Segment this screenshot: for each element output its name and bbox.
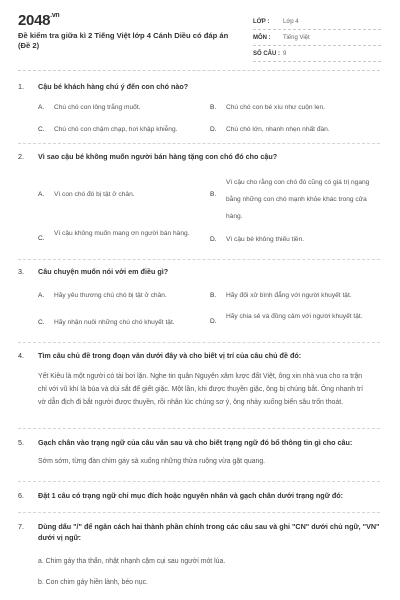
question-3 (18, 266, 380, 277)
meta-label: MÔN : (253, 34, 271, 41)
meta-label: LỚP : (253, 18, 270, 25)
option-text: Vì con chó đó bị tật ở chân. (54, 191, 135, 198)
question-4 (18, 350, 380, 409)
question-items (38, 551, 380, 593)
option-text: Chú chó con chậm chạp, hơi khập khiễng. (54, 126, 178, 133)
question-stem (18, 81, 380, 92)
question-text: Dùng dấu "/" để ngăn cách hai thành phần chính trong các câu sau và ghi "CN" dưới chủ ngữ, "VN" dưới vị ngữ: (38, 522, 380, 542)
option-letter: A. (38, 292, 45, 299)
page-header (18, 12, 380, 64)
meta-value: Tiếng Việt (283, 34, 310, 41)
question-text: Đặt 1 câu có trạng ngữ chỉ mục đích hoặc nguyên nhân và gạch chân dưới trạng ngữ đó: (38, 491, 344, 500)
question-separator (18, 428, 380, 429)
option-text: Vì cậu không muốn mang ơn người bán hàng. (54, 230, 190, 237)
question-passage: Sớm sớm, từng đàn chim gáy sà xuống những thửa ruộng vừa gặt quang. (38, 458, 266, 465)
page-title: Đề kiểm tra giữa kì 2 Tiếng Việt lớp 4 Cánh Diều có đáp án (Đề 2) (18, 31, 229, 50)
option-letter: D. (210, 318, 217, 325)
question-stem (18, 151, 380, 162)
question-number: 6. (18, 491, 24, 500)
meta-value: 9 (283, 50, 287, 57)
question-text: Vì sao cậu bé không muốn người bán hàng tặng con chó đó cho cậu? (38, 152, 278, 161)
question-number: 2. (18, 152, 24, 161)
option-text: Vì cậu cho rằng con chó đó cũng có giá trị ngang bằng những con chó mạnh khỏe khác trong cửa hàng. (226, 179, 370, 220)
option-text: Chú chó lớn, nhanh nhẹn nhất đàn. (226, 126, 330, 133)
question-number: 3. (18, 267, 24, 276)
header-divider (18, 70, 380, 71)
option-text: Vì cậu bé không thiếu tiền. (226, 236, 305, 243)
question-text: Tìm câu chủ đề trong đoạn văn dưới đây và cho biết vị trí của câu chủ đề đó: (38, 351, 302, 360)
site-logo[interactable] (18, 12, 59, 29)
option-text: Hãy chia sẻ và đồng cảm với người khuyết tật. (226, 313, 363, 320)
list-item: b. Con chim gáy hiền lành, béo nục. (38, 579, 148, 586)
option-letter: D. (210, 236, 217, 243)
option-letter: B. (210, 104, 217, 111)
question-separator (18, 512, 380, 513)
question-number: 1. (18, 82, 24, 91)
question-number: 4. (18, 351, 24, 360)
meta-count-row (253, 46, 381, 62)
question-2 (18, 151, 380, 162)
question-text: Câu chuyện muốn nói với em điều gì? (38, 267, 169, 276)
question-separator (18, 259, 380, 260)
question-stem (18, 521, 380, 543)
question-text: Gạch chân vào trạng ngữ của câu văn sau và cho biết trạng ngữ đó bổ thông tin gì cho câu: (38, 438, 353, 447)
option-letter: D. (210, 126, 217, 133)
question-passage: Yết Kiêu là một người có tài bơi lặn. Nghe tin quân Nguyên xâm lược đất Việt, ông xin nhà vua cho ra trận chỉ với vũ khí là búa và dùi sắt để giết giặc. Một lần, khi được thuyền giặc, ông bị chúng bắt. Ông nhanh trí vờ dẫn địch đi bắt người được thuyền, rồi nhân lúc chúng sơ ý, ông nhảy xuống biển sâu trốn thoát. (38, 373, 364, 406)
question-stem (18, 490, 380, 501)
question-separator (18, 481, 380, 482)
question-number: 5. (18, 438, 24, 447)
question-5 (18, 437, 380, 468)
option-text: Hãy yêu thương chú chó bị tật ở chân. (54, 292, 167, 299)
question-stem (18, 266, 380, 277)
meta-class-row (253, 14, 381, 30)
question-separator (18, 342, 380, 343)
question-text: Cậu bé khách hàng chú ý đến con chó nào? (38, 82, 189, 91)
meta-value: Lớp 4 (283, 18, 299, 25)
option-text: Chú chó con bé xíu như cuộn len. (226, 104, 325, 111)
question-separator (18, 143, 380, 144)
meta-label: SỐ CÂU : (253, 50, 280, 57)
option-letter: C. (38, 126, 45, 133)
option-text: Hãy nhận nuôi những chú chó khuyết tật. (54, 319, 175, 326)
list-item: a. Chim gáy tha thẩn, nhặt nhạnh cặm cụi sau người mót lúa. (38, 558, 226, 565)
meta-subject-row (253, 30, 381, 46)
option-letter: B. (210, 292, 217, 299)
option-letter: A. (38, 191, 45, 198)
logo-suffix: .vn (50, 12, 60, 19)
question-1 (18, 81, 380, 92)
option-letter: A. (38, 104, 45, 111)
option-text: Hãy đối xử bình đẳng với người khuyết tật. (226, 292, 352, 299)
question-stem (18, 437, 380, 448)
question-7 (18, 521, 380, 593)
logo-text: 2048 (18, 12, 51, 29)
option-letter: B. (210, 191, 217, 198)
question-stem (18, 350, 380, 361)
question-number: 7. (18, 522, 24, 531)
option-letter: C. (38, 319, 45, 326)
option-letter: C. (38, 235, 45, 242)
option-text: Chú chó con lông trắng muốt. (54, 104, 141, 111)
meta-box (253, 14, 381, 62)
question-6 (18, 490, 380, 501)
